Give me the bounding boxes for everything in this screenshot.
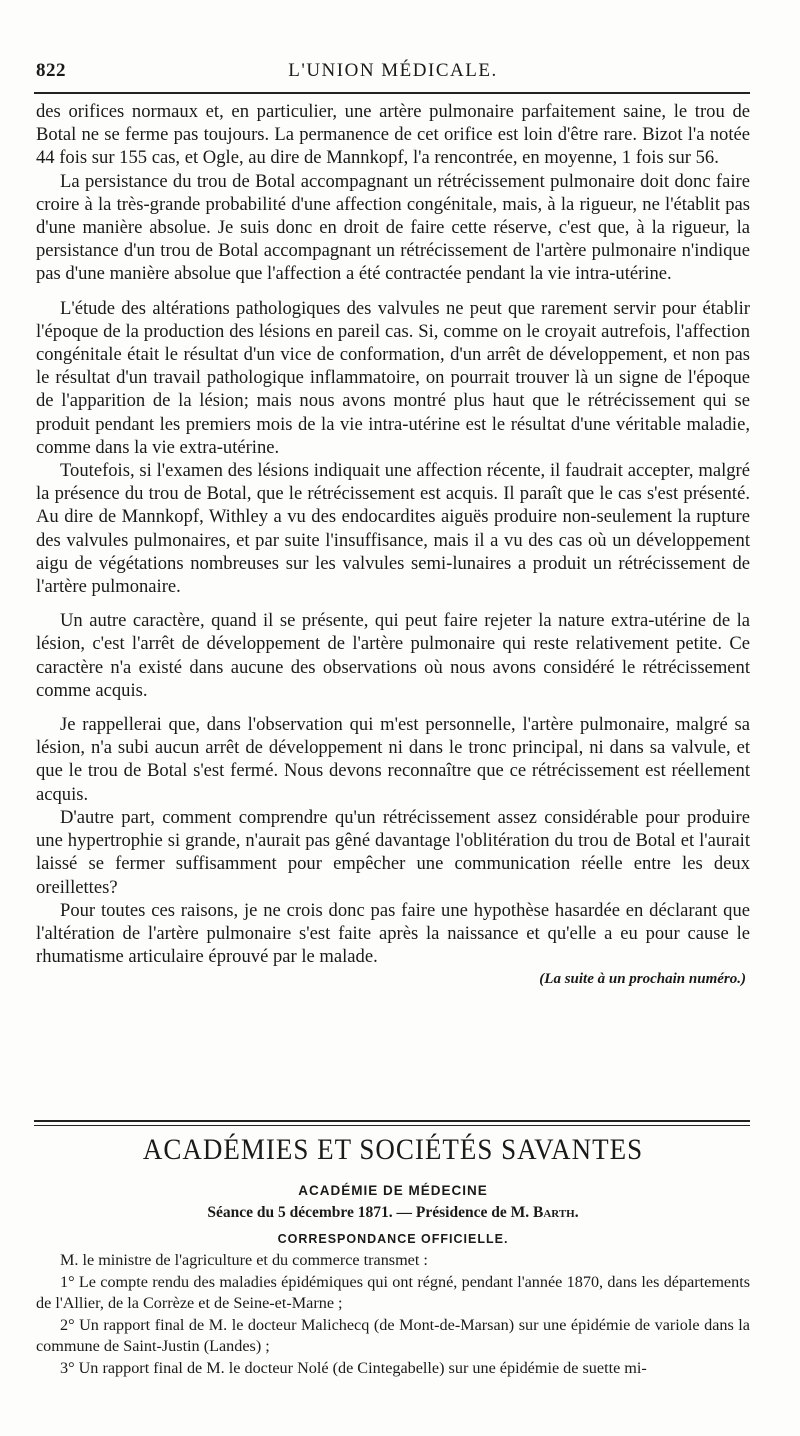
- page-header: [36, 60, 750, 86]
- section-title: ACADÉMIES ET SOCIÉTÉS SAVANTES: [142, 1132, 644, 1166]
- seance-prefix: Séance du 5 décembre 1871. — Présidence de M.: [207, 1204, 533, 1221]
- article-paragraph: Toutefois, si l'examen des lésions indiquait une affection récente, il faudrait accepter, malgré la présence du trou de Botal, que le rétrécissement est acquis. Il paraît que le cas s'est présenté. Au dire de Mannkopf, Withley a vu des endocardites aiguës produire non-seulement la rupture des valvules pulmonaires, et par suite l'insuffisance, mais il a vu des cas où un développement aigu de végétations nombreuses sur les valvules semi-lunaires a produit un rétrécissement de l'artère pulmonaire.: [36, 460, 750, 598]
- article-paragraph: des orifices normaux et, en particulier, une artère pulmonaire parfaitement saine, le trou de Botal ne se ferme pas toujours. La permanence de cet orifice est loin d'être rare. Bizot l'a notée 44 fois sur 155 cas, et Ogle, au dire de Mannkopf, l'a rencontrée, en moyenne, 1 fois sur 56.: [36, 101, 750, 169]
- article-paragraph: Pour toutes ces raisons, je ne crois donc pas faire une hypothèse hasardée en déclarant que l'altération de l'artère pulmonaire s'est faite après la naissance et qu'elle a eu pour cause le rhumatisme articulaire éprouvé par le malade.: [36, 899, 750, 968]
- list-item: 2° Un rapport final de M. le docteur Malichecq (de Mont-de-Marsan) sur une épidémie de variole dans la commune de Saint-Justin (Landes) ;: [36, 1315, 750, 1355]
- article-body: [36, 100, 750, 992]
- correspondence-title: CORRESPONDANCE OFFICIELLE.: [277, 1232, 509, 1246]
- continuation-note: (La suite à un prochain numéro.): [539, 971, 746, 988]
- correspondence-list: [36, 1250, 750, 1379]
- header-rule: [34, 92, 750, 94]
- academies-section: [36, 1120, 750, 1379]
- article-paragraph: Je rappellerai que, dans l'observation qui m'est personnelle, l'artère pulmonaire, malgré sa lésion, n'a subi aucun arrêt de développement ni dans le tronc principal, ni dans sa valvule, et que le trou de Botal s'est fermé. Nous devons reconnaître que ce rétrécissement est réellement acquis.: [36, 714, 750, 805]
- seance-president: Barth: [532, 1204, 575, 1221]
- list-item: 3° Un rapport final de M. le docteur Nolé (de Cintegabelle) sur une épidémie de suette mi-: [60, 1358, 647, 1377]
- article-paragraph: La persistance du trou de Botal accompagnant un rétrécissement pulmonaire doit donc faire croire à la très-grande probabilité d'une affection congénitale, mais, à la rigueur, ne l'établit pas d'une manière absolue. Je suis donc en droit de faire cette réserve, c'est que, à la rigueur, la persistance d'un trou de Botal accompagnant un rétrécissement de l'artère pulmonaire n'indique pas d'une manière absolue que l'affection a été contractée pendant la vie intra-utérine.: [36, 170, 750, 285]
- article-paragraph: L'étude des altérations pathologiques des valvules ne peut que rarement servir pour établir l'époque de la production des lésions en pareil cas. Si, comme on le croyait autrefois, l'affection congénitale était le résultat d'un vice de conformation, d'un arrêt de développement, et non pas le résultat d'un travail pathologique inflammatoire, on pourrait trouver là un signe de l'époque de l'apparition de la lésion; mais nous avons montré plus haut que le rétrécissement qui se produit pendant les premiers mois de la vie intra-utérine est le résultat d'une véritable maladie, comme dans la vie extra-utérine.: [36, 297, 750, 458]
- section-subtitle: ACADÉMIE DE MÉDECINE: [298, 1183, 488, 1198]
- running-title: L'UNION MÉDICALE.: [288, 60, 498, 81]
- list-item: 1° Le compte rendu des maladies épidémiques qui ont régné, pendant l'année 1870, dans les départements de l'Allier, de la Corrèze et de Seine-et-Marne ;: [36, 1272, 750, 1312]
- seance-line: [36, 1204, 750, 1222]
- seance-suffix: .: [574, 1204, 579, 1221]
- article-paragraph: D'autre part, comment comprendre qu'un rétrécissement assez considérable pour produire une hypertrophie si grande, n'aurait pas gêné davantage l'oblitération du trou de Botal et l'aurait laissé se fermer suffisamment pour empêcher une communication réelle entre les deux oreillettes?: [36, 806, 750, 898]
- list-item: M. le ministre de l'agriculture et du commerce transmet :: [60, 1251, 428, 1269]
- page-number: 822: [36, 60, 66, 81]
- article-paragraph: Un autre caractère, quand il se présente, qui peut faire rejeter la nature extra-utérine de la lésion, c'est l'arrêt de développement de l'artère pulmonaire qui reste relativement petite. Ce caractère n'a existé dans aucune des observations où nous avons considéré le rétrécissement comme acquis.: [36, 610, 750, 701]
